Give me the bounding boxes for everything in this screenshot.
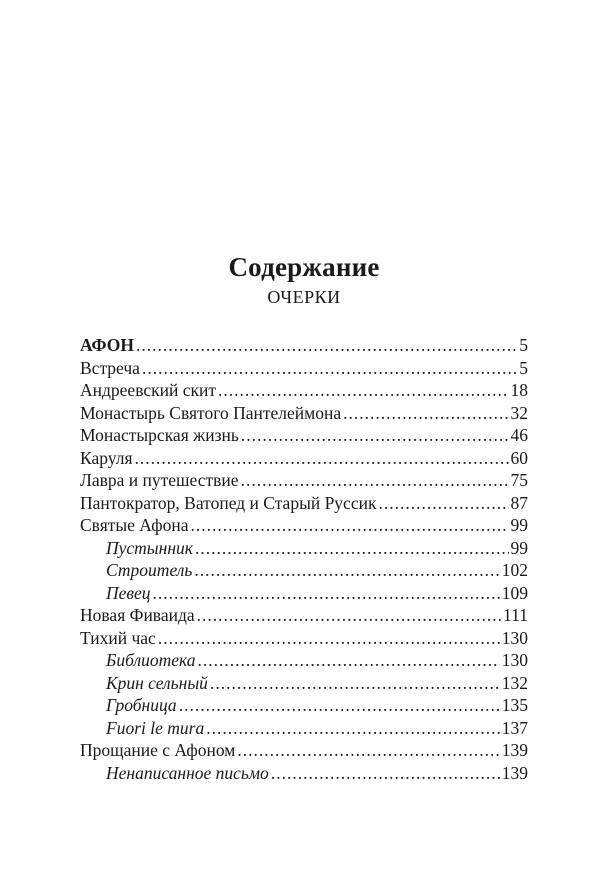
toc-entry-title: АФОН	[80, 335, 135, 355]
toc-page-number: 99	[510, 537, 528, 558]
toc-subentry	[80, 717, 528, 740]
toc-entry-title: Лавра и путешествие	[80, 470, 239, 490]
toc-subentry	[80, 649, 528, 672]
toc-leader-dots	[153, 582, 500, 605]
toc-leader-dots	[197, 604, 501, 627]
toc-page-number: 5	[519, 357, 528, 378]
toc-entry-title: Каруля	[80, 447, 133, 468]
table-of-contents	[80, 334, 528, 784]
toc-leader-dots	[237, 739, 499, 762]
toc-entry	[80, 492, 528, 515]
toc-entry-title: Певец	[106, 582, 151, 603]
toc-entry-title: Андреевский скит	[80, 380, 217, 400]
toc-entry-title: Прощание с Афоном	[80, 740, 236, 760]
toc-page-number: 87	[510, 492, 528, 513]
toc-entry	[80, 514, 528, 537]
toc-entry	[80, 357, 528, 380]
toc-leader-dots	[135, 447, 509, 470]
toc-entry	[80, 334, 528, 357]
toc-leader-dots	[158, 627, 500, 650]
toc-leader-dots	[195, 537, 509, 560]
toc-entry-title: Пустынник	[106, 537, 193, 558]
toc-entry-title: Монастырь Святого Пантелеймона	[80, 402, 342, 423]
toc-entry-title: Библиотека	[106, 650, 196, 670]
toc-page-number: 60	[510, 447, 528, 468]
toc-entry	[80, 379, 528, 402]
toc-page-number: 132	[501, 672, 528, 693]
toc-page-number: 139	[501, 762, 528, 783]
toc-entry-title: Гробница	[106, 695, 177, 715]
toc-subentry	[80, 582, 528, 605]
toc-entry-title: Встреча	[80, 357, 140, 378]
toc-page-number: 5	[519, 335, 528, 355]
toc-leader-dots	[218, 379, 508, 402]
toc-subentry	[80, 537, 528, 560]
toc-subentry	[80, 762, 528, 785]
toc-leader-dots	[241, 424, 509, 447]
toc-subentry	[80, 672, 528, 695]
toc-entry	[80, 469, 528, 492]
toc-page-number: 130	[501, 650, 528, 670]
toc-page-number: 130	[501, 627, 528, 648]
toc-entry-title: Крин сельный	[106, 672, 208, 693]
toc-page-number: 18	[510, 380, 528, 400]
toc-page-number: 139	[501, 740, 528, 760]
toc-page-number: 111	[503, 605, 528, 625]
toc-entry-title: Fuori le mura	[106, 717, 205, 738]
toc-entry-title: Новая Фиваида	[80, 605, 195, 625]
section-title: ОЧЕРКИ	[267, 287, 341, 307]
toc-leader-dots	[206, 717, 500, 740]
toc-page-number: 32	[510, 402, 528, 423]
page-title: Содержание	[228, 252, 380, 283]
toc-entry-title: Тихий час	[80, 627, 156, 648]
toc-page-number: 137	[501, 717, 528, 738]
toc-entry-title: Строитель	[106, 560, 193, 580]
toc-leader-dots	[378, 492, 508, 515]
toc-entry	[80, 627, 528, 650]
toc-page-number: 135	[501, 695, 528, 715]
toc-leader-dots	[197, 649, 499, 672]
toc-leader-dots	[343, 402, 508, 425]
toc-leader-dots	[194, 559, 499, 582]
toc-entry-title: Святые Афона	[80, 515, 189, 535]
toc-leader-dots	[241, 469, 509, 492]
toc-page-number: 75	[510, 470, 528, 490]
toc-leader-dots	[271, 762, 500, 785]
toc-entry	[80, 604, 528, 627]
toc-leader-dots	[210, 672, 500, 695]
toc-subentry	[80, 694, 528, 717]
toc-subentry	[80, 559, 528, 582]
toc-entry-title: Пантократор, Ватопед и Старый Руссик	[80, 492, 377, 513]
toc-page-number: 99	[510, 515, 528, 535]
toc-page-number: 46	[510, 425, 528, 445]
toc-entry	[80, 424, 528, 447]
toc-entry	[80, 739, 528, 762]
toc-leader-dots	[136, 334, 517, 357]
toc-entry	[80, 402, 528, 425]
toc-leader-dots	[179, 694, 500, 717]
toc-page-number: 109	[501, 582, 528, 603]
toc-entry-title: Монастырская жизнь	[80, 425, 239, 445]
toc-page-number: 102	[501, 560, 528, 580]
toc-leader-dots	[142, 357, 517, 380]
toc-entry	[80, 447, 528, 470]
toc-entry-title: Ненаписанное письмо	[106, 762, 269, 783]
toc-leader-dots	[191, 514, 509, 537]
